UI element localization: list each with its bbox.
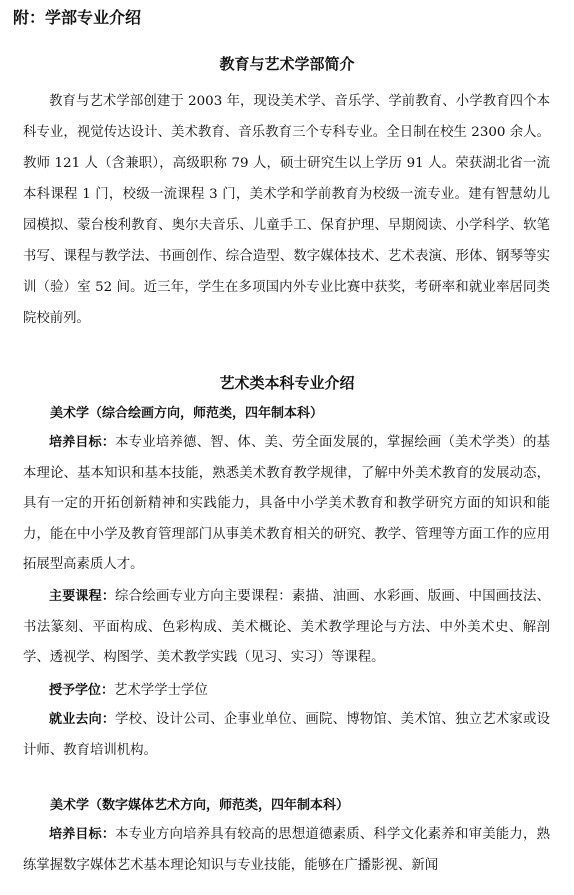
intro-paragraph: 教育与艺术学部创建于 2003 年，现设美术学、音乐学、学前教育、小学教育四个本科专业，视觉传达设计、美术教育、音乐教育三个专科专业。全日制在校生 2300 余人。教师 121 人（含兼职），高级职称 79 人，硕士研究生以上学历 91 人。荣获湖北省一流本科课程 1 门，校级一流课程 3 门，美术学和学前教育为校级一流专业。建有智慧幼儿园模拟、蒙台梭利教育、奥尔夫音乐、儿童手工、保育护理、早期阅读、小学科学、软笔书写、课程与教学法、书画创作、综合造型、数字媒体技术、艺术表演、形体、钢琴等实训（验）室 52 间。近三年，学生在多项国内外专业比赛中获奖，考研率和就业率居同类院校前列。 bbox=[23, 94, 550, 326]
field-label: 培养目标： bbox=[49, 435, 116, 450]
field-text: 综合绘画专业方向主要课程：素描、油画、水彩画、版画、中国画技法、书法篆刻、平面构成、色彩构成、美术概论、美术教学理论与方法、中外美术史、解剖学、透视学、构图学、美术教学实践（见习、实习）等课程。 bbox=[23, 589, 550, 665]
field-degree bbox=[23, 676, 550, 707]
field-text: 本专业方向培养具有较高的思想道德素质、科学文化素养和审美能力，熟练掌握数字媒体艺术基本理论知识与专业技能，能够在广播影视、新闻 bbox=[23, 827, 550, 873]
field-training-goal bbox=[23, 820, 550, 881]
field-label: 就业去向： bbox=[49, 712, 116, 727]
field-label: 授予学位： bbox=[49, 683, 115, 698]
art-section-title: 艺术类本科专业介绍 bbox=[219, 374, 355, 392]
field-main-courses bbox=[23, 582, 550, 674]
field-label: 主要课程： bbox=[49, 589, 116, 604]
major-heading-comprehensive-painting: 美术学（综合绘画方向，师范类，四年制本科） bbox=[50, 406, 324, 421]
field-label: 培养目标： bbox=[49, 827, 116, 842]
intro-section-title: 教育与艺术学部简介 bbox=[219, 55, 355, 73]
field-text: 学校、设计公司、企事业单位、画院、博物馆、美术馆、独立艺术家或设计师、教育培训机构。 bbox=[23, 712, 550, 758]
major-heading-digital-media: 美术学（数字媒体艺术方向，师范类，四年制本科） bbox=[50, 798, 350, 813]
field-text: 艺术学学士学位 bbox=[114, 683, 208, 698]
field-training-goal bbox=[23, 428, 550, 581]
appendix-title: 附：学部专业介绍 bbox=[13, 8, 142, 27]
field-text: 本专业培养德、智、体、美、劳全面发展的，掌握绘画（美术学类）的基本理论、基本知识和基本技能，熟悉美术教育教学规律，了解中外美术教育的发展动态，具有一定的开拓创新精神和实践能力，具备中小学美术教育和教学研究方面的知识和能力，能在中小学及教育管理部门从事美术教育相关的研究、教学、管理等方面工作的应用拓展型高素质人才。 bbox=[23, 435, 550, 572]
field-career bbox=[23, 705, 550, 766]
